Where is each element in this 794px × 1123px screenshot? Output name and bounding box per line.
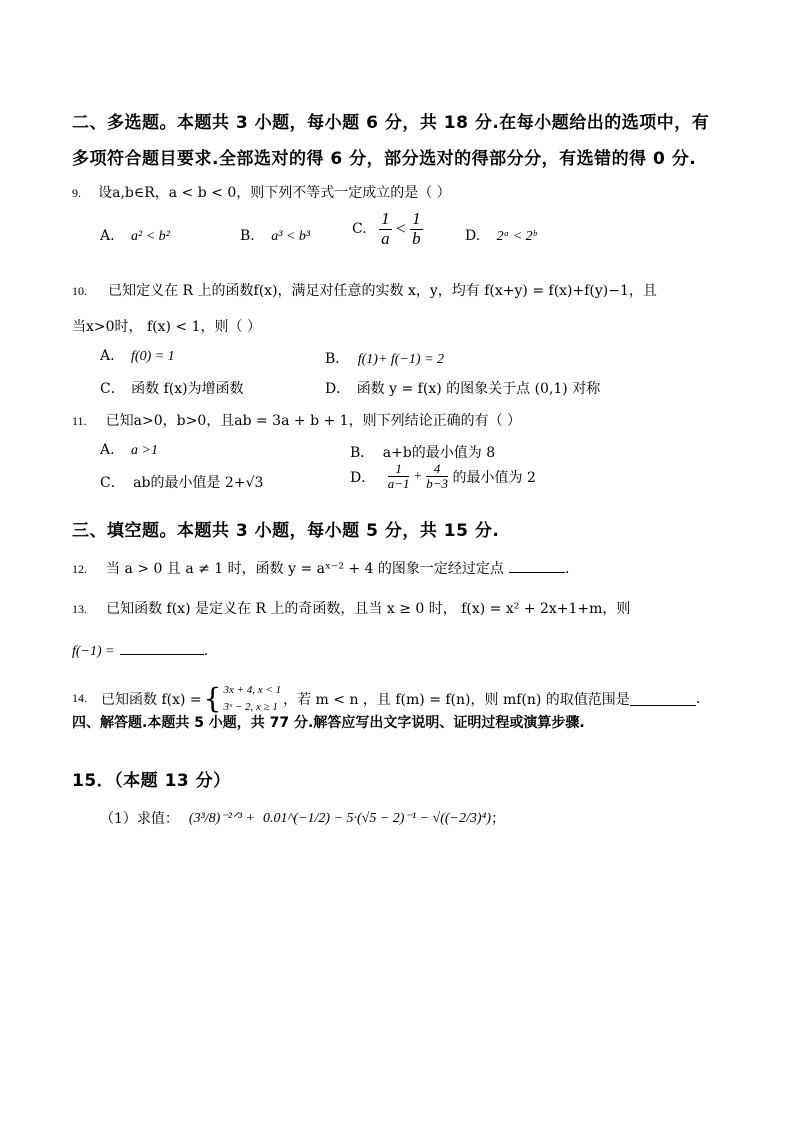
question-number: 10. bbox=[72, 284, 87, 298]
answer-blank[interactable] bbox=[630, 691, 696, 706]
q11-option-d: D． $\frac{1}{a-1}$ + $\frac{4}{b-3}$ 的最小值为 2 bbox=[350, 461, 536, 492]
question-12: 12. 当 a > 0 且 a ≠ 1 时，函数 y = aˣ⁻² + 4 的图象一定经过定点 . bbox=[72, 558, 569, 578]
question-13 bbox=[72, 598, 630, 618]
section-3-title: 三、填空题。本题共 3 小题，每小题 5 分，共 15 分. bbox=[72, 521, 500, 541]
q10-stem-line2: 当x>0时， f(x) < 1，则（ ） bbox=[72, 319, 261, 335]
expression-part-b: 0.01^(−1/2) − 5·(√5 − 2)⁻¹ − √((−2/3)⁴) bbox=[263, 810, 492, 826]
section-2-title-line1: 二、多选题。本题共 3 小题，每小题 6 分，共 18 分.在每小题给出的选项中，有 bbox=[72, 113, 710, 133]
question-number: 11. bbox=[72, 414, 87, 428]
answer-blank[interactable] bbox=[509, 558, 565, 573]
question-number: 13. bbox=[72, 602, 87, 616]
question-stem: 已知定义在 R 上的函数f(x)，满足对任意的实数 x，y，均有 f(x+y) = f(x)+f(y)−1，且 bbox=[108, 283, 657, 299]
q10-option-a: A. f(0) = 1 bbox=[100, 348, 175, 364]
part-label: （1）求值： bbox=[100, 811, 179, 827]
q10-option-c: C． 函数 f(x)为增函数 bbox=[100, 381, 244, 397]
question-stem: 已知函数 f(x) 是定义在 R 上的奇函数，且当 x ≥ 0 时， f(x) = x² + 2x+1+m，则 bbox=[106, 601, 631, 617]
question-stem: 设a,b∈R，a < b < 0，则下列不等式一定成立的是（ ） bbox=[98, 185, 451, 201]
q9-option-a: A. a² < b² bbox=[100, 228, 170, 244]
question-number: 12. bbox=[72, 562, 87, 576]
answer-blank[interactable] bbox=[120, 640, 204, 655]
question-stem: 当 a > 0 且 a ≠ 1 时，函数 y = aˣ⁻² + 4 的图象一定经过定点 bbox=[106, 561, 504, 577]
question-11 bbox=[72, 410, 521, 430]
expression-part-a: (3³/8)⁻²ᐟ³ + bbox=[188, 810, 255, 826]
question-10 bbox=[72, 280, 657, 300]
question-number: 9. bbox=[72, 186, 81, 200]
question-15-title: 15．（本题 13 分） bbox=[72, 771, 231, 791]
q11-option-c: C． ab的最小值是 2+√3 bbox=[100, 475, 264, 491]
question-stem: 已知a>0，b>0，且ab = 3a + b + 1，则下列结论正确的有（ ） bbox=[105, 413, 522, 429]
piecewise-cases: 3x + 4, x < 1 3ˣ − 2, x ≥ 1 bbox=[223, 684, 282, 713]
q13-line2: f(−1) = . bbox=[72, 640, 208, 660]
piecewise-brace: { bbox=[203, 681, 222, 715]
question-number: 14. bbox=[72, 691, 87, 705]
section-4-title: 四、解答题.本题共 5 小题，共 77 分.解答应写出文字说明、证明过程或演算步骤. bbox=[72, 715, 585, 731]
q11-option-b: B． a+b的最小值为 8 bbox=[350, 445, 496, 461]
question-stem: 已知函数 f(x) = bbox=[101, 691, 202, 708]
q9-option-b: B. a³ < b³ bbox=[240, 228, 311, 244]
q11-option-a: A. a >1 bbox=[100, 442, 158, 458]
question-14: 14. 已知函数 f(x) = { 3x + 4, x < 1 3ˣ − 2, x ≥ 1 ，若 m < n ，且 f(m) = f(n)，则 mf(n) 的取值范围是 . bbox=[72, 681, 701, 715]
q15-part1: （1）求值： (3³/8)⁻²ᐟ³ + 0.01^(−1/2) − 5·(√5 − 2)⁻¹ − √((−2/3)⁴) ； bbox=[100, 808, 505, 828]
q10-option-d: D． 函数 y = f(x) 的图象关于点 (0,1) 对称 bbox=[325, 381, 601, 397]
section-2-title-line2: 多项符合题目要求.全部选对的得 6 分，部分选对的得部分分，有选错的得 0 分. bbox=[72, 149, 697, 169]
q9-option-c: C. $\frac{1}{a}$ < $\frac{1}{b}$ bbox=[352, 209, 421, 248]
question-9 bbox=[72, 182, 451, 202]
q9-option-d: D. 2ᵃ < 2ᵇ bbox=[465, 228, 537, 244]
q10-option-b: B． f(1)+ f(−1) = 2 bbox=[325, 351, 445, 367]
